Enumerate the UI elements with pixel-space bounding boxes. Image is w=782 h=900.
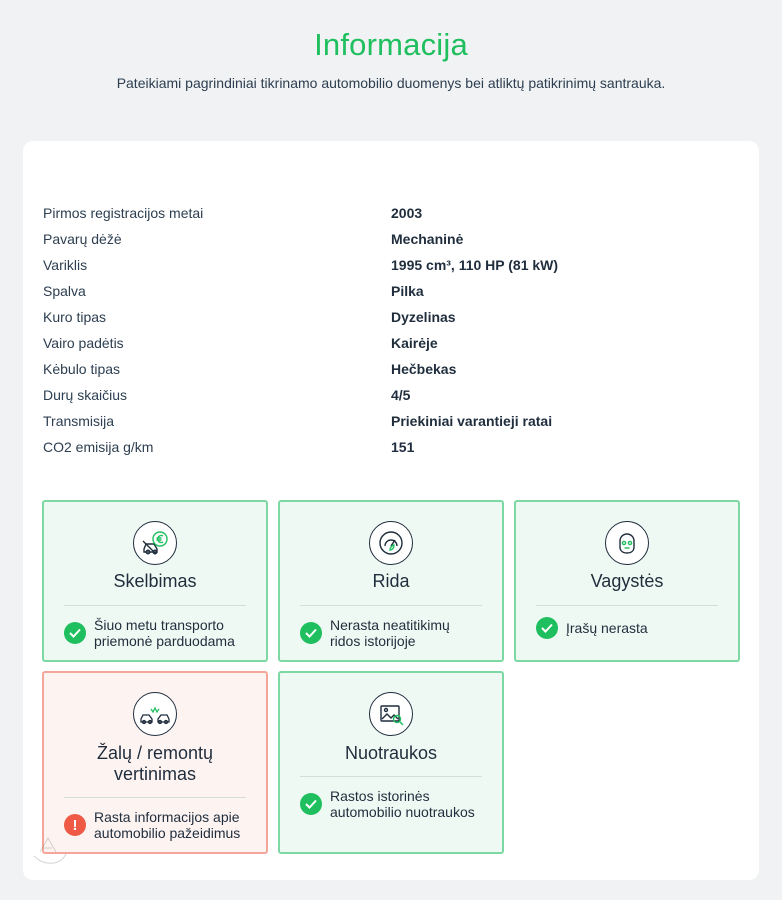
- tile-title: Skelbimas: [113, 571, 197, 591]
- odometer-icon: [369, 521, 413, 565]
- spec-label: Pavarų dėžė: [43, 231, 122, 247]
- spec-value: Pilka: [391, 283, 424, 299]
- spec-label: Vairo padėtis: [43, 335, 124, 351]
- page-title: Informacija: [314, 27, 468, 62]
- spec-row: [43, 434, 743, 460]
- spec-row: [43, 382, 743, 408]
- tile-title: Vagystės: [590, 571, 664, 591]
- car-crash-icon: [133, 692, 177, 736]
- spec-label: Variklis: [43, 257, 88, 273]
- tile-divider: [64, 605, 246, 606]
- check-tile-theft[interactable]: [514, 500, 740, 662]
- spec-value: 151: [391, 439, 415, 455]
- page-header: [0, 0, 782, 92]
- tile-status-text: Rasta informacijos apie automobilio pažeidimus: [94, 809, 241, 841]
- spec-label: Kuro tipas: [43, 309, 107, 325]
- tile-status: [64, 617, 256, 649]
- car-euro-icon: [133, 521, 177, 565]
- check-circle-icon: [300, 622, 322, 644]
- spec-value: 1995 cm³, 110 HP (81 kW): [391, 257, 559, 273]
- spec-value: Dyzelinas: [391, 309, 456, 325]
- spec-label: Pirmos registracijos metai: [43, 205, 204, 221]
- check-tile-photos[interactable]: [278, 671, 504, 854]
- spec-value: 4/5: [391, 387, 411, 403]
- spec-label: CO2 emisija g/km: [43, 439, 154, 455]
- spec-row: [43, 356, 743, 382]
- spec-row: [43, 304, 743, 330]
- tile-divider: [536, 605, 718, 606]
- tile-title: Rida: [372, 571, 410, 591]
- spec-value: Mechaninė: [391, 231, 464, 247]
- check-circle-icon: [536, 617, 558, 639]
- spec-value: 2003: [391, 205, 423, 221]
- spec-value: Priekiniai varantieji ratai: [391, 413, 553, 429]
- spec-row: [43, 408, 743, 434]
- tile-status: [300, 617, 492, 649]
- info-card: [23, 141, 759, 880]
- tile-status-text: Rastos istorinės automobilio nuotraukos: [330, 788, 475, 820]
- spec-label: Kėbulo tipas: [43, 361, 121, 377]
- tile-status: [64, 809, 256, 841]
- tile-status-text: Šiuo metu transporto priemonė parduodama: [94, 617, 235, 649]
- tile-divider: [64, 797, 246, 798]
- tile-status: [300, 788, 492, 820]
- warning-icon: !: [64, 814, 86, 836]
- spec-row: [43, 226, 743, 252]
- spec-table: [43, 200, 743, 460]
- spec-row: [43, 200, 743, 226]
- spec-value: Hečbekas: [391, 361, 457, 377]
- tile-divider: [300, 605, 482, 606]
- tile-status-text: Įrašų nerasta: [566, 620, 648, 636]
- thief-mask-icon: [605, 521, 649, 565]
- check-tile-damage[interactable]: [42, 671, 268, 854]
- photo-search-icon: [369, 692, 413, 736]
- spec-value: Kairėje: [391, 335, 438, 351]
- check-circle-icon: [64, 622, 86, 644]
- spec-label: Spalva: [43, 283, 86, 299]
- spec-row: [43, 330, 743, 356]
- check-circle-icon: [300, 793, 322, 815]
- spec-row: [43, 278, 743, 304]
- tile-title: Žalų / remontų vertinimas: [96, 743, 214, 784]
- tile-divider: [300, 776, 482, 777]
- check-tile-listing[interactable]: [42, 500, 268, 662]
- spec-row: [43, 252, 743, 278]
- tile-title: Nuotraukos: [344, 743, 438, 763]
- watermark-logo-icon: [30, 828, 70, 873]
- tile-status-text: Nerasta neatitikimų ridos istorijoje: [330, 617, 450, 649]
- spec-label: Durų skaičius: [43, 387, 128, 403]
- tile-status: [536, 617, 728, 639]
- spec-label: Transmisija: [43, 413, 115, 429]
- check-tile-mileage[interactable]: [278, 500, 504, 662]
- page-subtitle: Pateikiami pagrindiniai tikrinamo automobilio duomenys bei atliktų patikrinimų santrauka.: [116, 75, 666, 91]
